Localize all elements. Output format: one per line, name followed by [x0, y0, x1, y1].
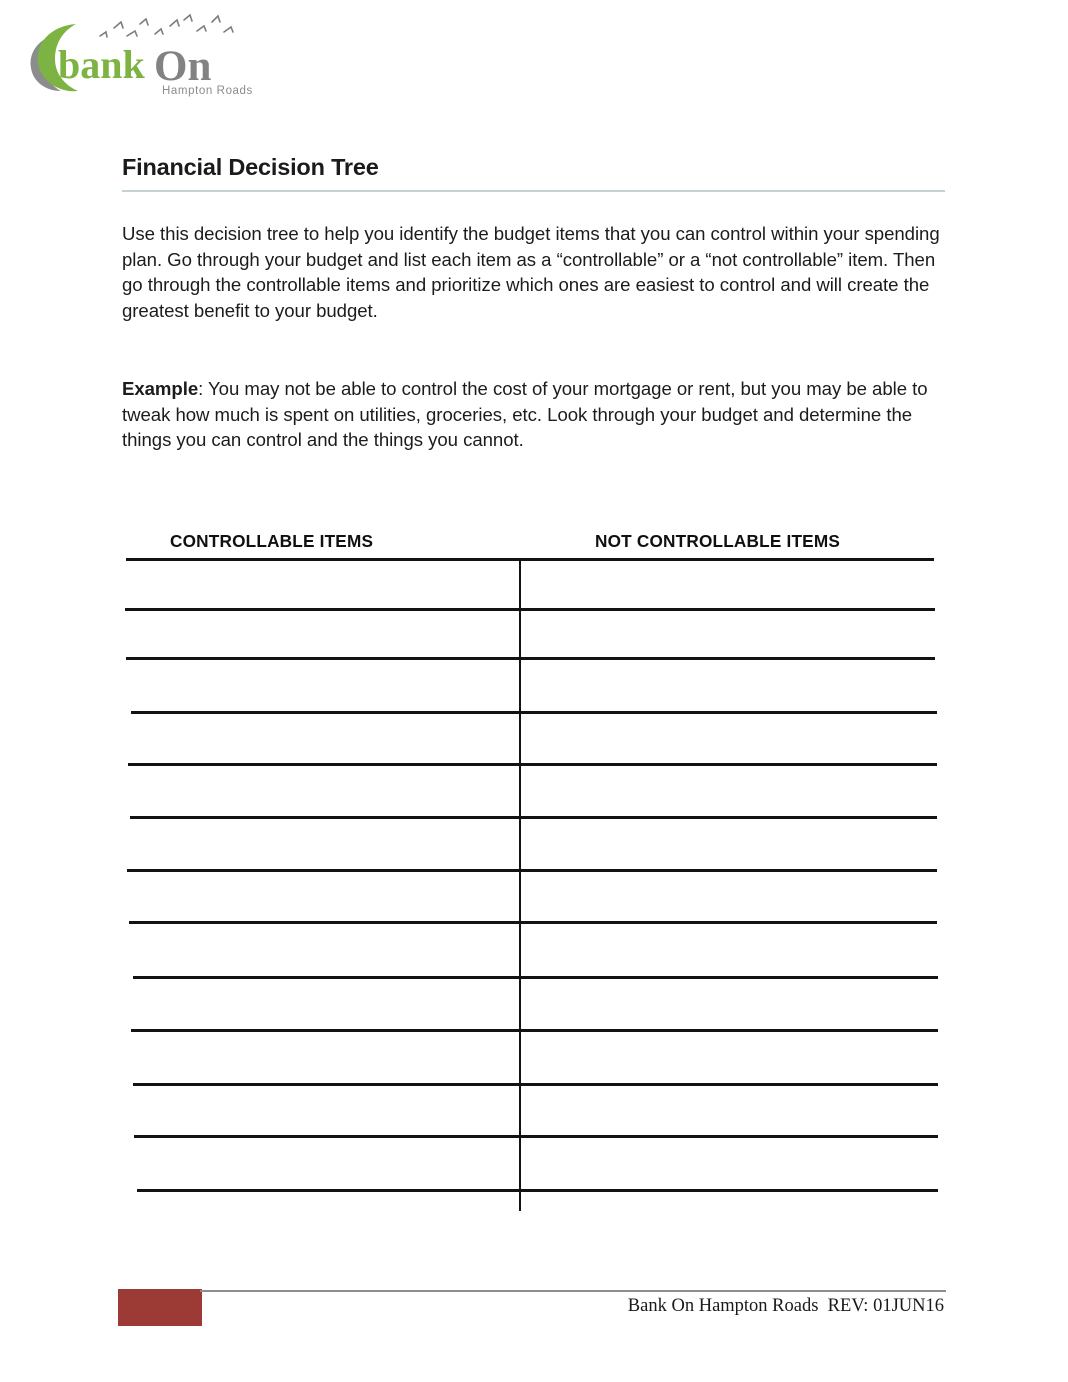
worksheet-row-rule	[131, 711, 937, 714]
worksheet-row-rule	[137, 1189, 938, 1192]
worksheet-row-rule	[126, 657, 935, 660]
bank-on-hampton-roads-logo	[14, 6, 264, 98]
column-header-controllable: CONTROLLABLE ITEMS	[170, 531, 374, 551]
footer-text: Bank On Hampton Roads REV: 01JUN16	[627, 1296, 944, 1316]
worksheet-row-rule	[133, 976, 938, 979]
worksheet-row-rule	[130, 816, 937, 819]
footer-divider	[200, 1290, 946, 1292]
logo-tagline: Hampton Roads	[162, 85, 253, 97]
intro-paragraph	[122, 221, 940, 323]
worksheet-row-rule	[133, 1083, 938, 1086]
example-label: Example	[122, 378, 199, 399]
column-header-not-controllable: NOT CONTROLLABLE ITEMS	[595, 531, 841, 551]
logo-wordmark-on: On	[154, 43, 212, 90]
worksheet-row-rule	[125, 608, 935, 611]
logo-wordmark-bank: bank	[58, 42, 145, 87]
worksheet-column-divider	[519, 558, 521, 1211]
title-divider	[122, 190, 945, 192]
worksheet-row-rule	[131, 1029, 938, 1032]
worksheet-row-rule	[127, 869, 937, 872]
example-paragraph-text: : You may not be able to control the cost of your mortgage or rent, but you may be able to tweak how much is spent on utilities, groceries, etc. Look through your budget and determine the things you can control and the things you cannot.	[122, 378, 928, 450]
flying-birds-icon	[100, 15, 233, 37]
worksheet-row-rule	[128, 763, 937, 766]
logo-svg	[14, 6, 264, 98]
worksheet-row-rule	[134, 1135, 938, 1138]
example-paragraph	[122, 376, 940, 453]
worksheet-row-rule	[126, 558, 934, 561]
worksheet-row-rule	[129, 921, 937, 924]
intro-paragraph-text: Use this decision tree to help you identify the budget items that you can control within your spending plan. Go through your budget and list each item as a “controllable” or a “not controllable” item. Then go through the controllable items and prioritize which ones are easiest to control and will create the greatest benefit to your budget.	[122, 223, 940, 321]
page-title: Financial Decision Tree	[122, 154, 379, 180]
